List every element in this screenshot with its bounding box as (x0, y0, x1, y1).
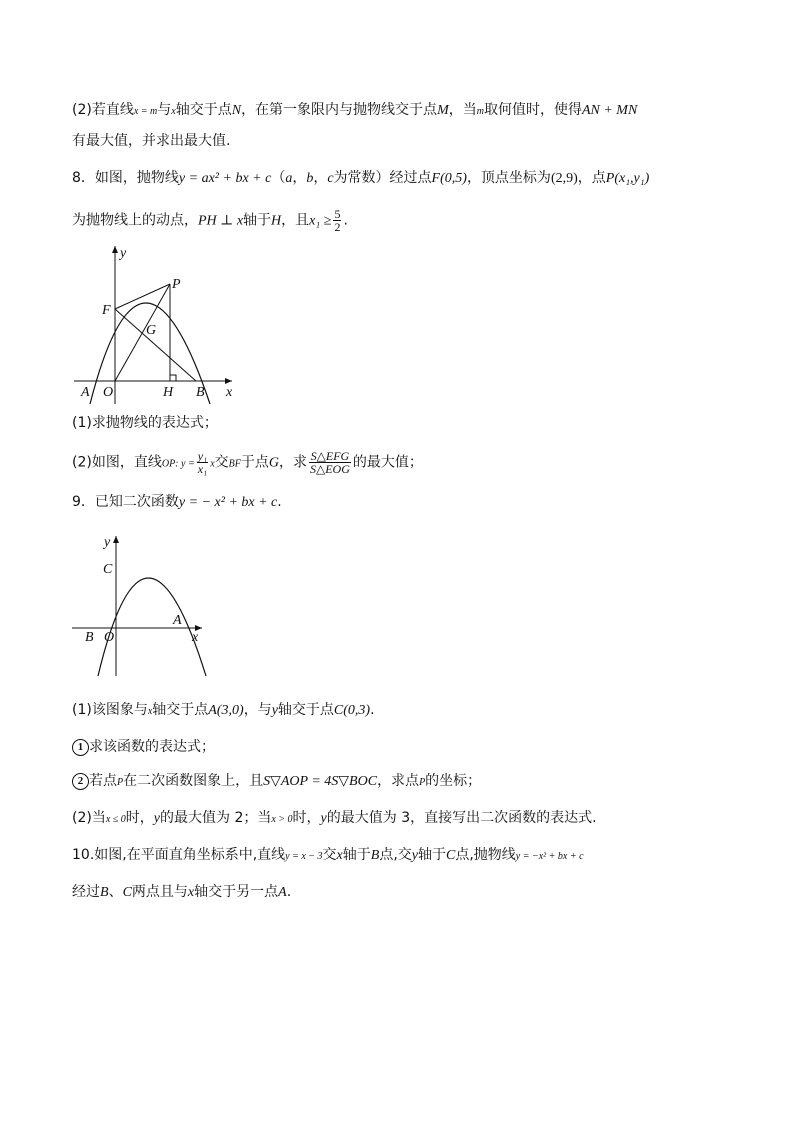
y-axis-arrow (113, 536, 119, 543)
q9-figure (72, 532, 212, 678)
text: ，与 (243, 702, 272, 718)
q8-line2 (72, 208, 348, 233)
q7-part2-line2: 有最大值，并求出最大值. (72, 133, 231, 149)
math-point-C: C (446, 848, 456, 863)
text: 轴于 (342, 847, 371, 863)
text: 9．已知二次函数 (72, 494, 179, 510)
math-x: x (171, 106, 176, 117)
fraction-y1-over-x1 (197, 450, 209, 475)
math-x: x (336, 848, 343, 863)
math-point-A: A(3,0) (208, 703, 244, 718)
segment-FB (115, 309, 196, 381)
math-x-leq-0: x ≤ 0 (105, 814, 126, 825)
fraction-five-halves (333, 208, 341, 233)
text: 轴交于点 (152, 702, 209, 718)
math-vertex: (2,9) (550, 171, 578, 186)
math-point-C: C (122, 885, 132, 900)
right-angle-mark (170, 375, 176, 381)
text: . (286, 884, 292, 900)
math-point-P: P (419, 777, 426, 788)
q10-line2 (72, 882, 291, 903)
math-point-B: B (100, 885, 109, 900)
text: . (277, 494, 282, 510)
text: ，求 (279, 454, 307, 471)
text: . (343, 212, 348, 229)
text: (2)若直线 (72, 102, 134, 118)
math-x: x (147, 706, 153, 717)
math-point-F: F(0,5) (431, 171, 467, 186)
text: 若点 (89, 773, 117, 789)
label-O: O (103, 385, 114, 400)
text: 点,交 (379, 847, 412, 863)
math-x1-geq: x₁ ≥ (309, 213, 332, 229)
text: 取何值时，使得 (483, 102, 582, 118)
math-point-P: P(x₁,y₁) (605, 171, 650, 186)
q8-part2 (72, 450, 423, 475)
math-x: x (210, 458, 215, 470)
text: 为抛物线上的动点， (72, 212, 198, 229)
text: （ (271, 170, 286, 186)
text: 10.如图,在平面直角坐标系中,直线 (72, 847, 286, 863)
text: (2)当 (72, 810, 106, 826)
math-point-C: C(0,3) (333, 703, 371, 718)
text: 的最大值为 3，直接写出二次函数的表达式. (326, 810, 597, 826)
label-P: P (172, 277, 181, 292)
math-y: y (153, 811, 160, 826)
text: 于点 (240, 454, 269, 471)
text: 、 (108, 884, 123, 900)
label-O: O (104, 630, 115, 645)
label-A: A (173, 613, 182, 628)
text: ， (292, 170, 307, 186)
math-BF: BF (228, 458, 241, 470)
label-G: G (146, 323, 157, 338)
text: 时， (125, 810, 154, 826)
text: 在二次函数图象上，且 (123, 773, 264, 789)
fraction-denominator: 2 (334, 220, 341, 234)
fraction-numerator: y₁ (197, 449, 208, 463)
label-y: y (120, 246, 127, 261)
math-a: a (285, 171, 293, 186)
q9-part1 (72, 700, 375, 722)
text: 轴于 (243, 212, 272, 229)
text: 的坐标； (425, 773, 482, 789)
math-AN-plus-MN: AN + MN (581, 103, 638, 118)
label-y: y (104, 535, 111, 550)
text: (1)该图象与 (72, 702, 148, 718)
fraction-area-ratio (309, 450, 351, 475)
text: . (370, 702, 375, 718)
label-F: F (102, 303, 111, 318)
q9-line1 (72, 492, 282, 513)
q10-line1 (72, 845, 584, 867)
q8-part1: (1)求抛物线的表达式； (72, 415, 218, 431)
text: 交 (322, 847, 337, 863)
text: ，求点 (377, 773, 420, 789)
text: 时， (292, 810, 321, 826)
math-line-OP: OP: y = (161, 458, 195, 470)
circled-number-2: 2 (72, 773, 89, 790)
math-parabola: y = ax² + bx + c (178, 171, 272, 186)
text: 经过 (72, 884, 100, 900)
math-y: y (320, 811, 327, 826)
text: ，在第一象限内与抛物线交于点 (241, 102, 438, 118)
math-m: m (476, 106, 484, 117)
text: ，当 (448, 102, 477, 118)
math-b: b (306, 171, 314, 186)
circled-number-1: 1 (72, 739, 89, 756)
text: 8．如图，抛物线 (72, 170, 179, 186)
math-x-gt-0: x > 0 (271, 814, 293, 825)
math-point-G: G (268, 455, 279, 471)
segment-OP (115, 284, 170, 381)
math-point-N: N (231, 103, 242, 118)
label-x: x (192, 630, 199, 645)
math-parabola: y = −x² + bx + c (515, 851, 584, 862)
q9-part2 (72, 808, 597, 830)
parabola-curve (98, 578, 206, 676)
text: ，点 (577, 170, 606, 186)
text: 的最大值为 2；当 (160, 810, 272, 826)
math-point-H: H (271, 213, 282, 229)
math-quadratic: y = − x² + bx + c (178, 495, 278, 510)
text: 轴交于点 (277, 702, 334, 718)
text: ，顶点坐标为 (466, 170, 551, 186)
fraction-numerator: 5 (334, 207, 341, 221)
label-A: A (81, 385, 90, 400)
text: ，且 (281, 212, 310, 229)
math-PH-perp-x: PH ⊥ x (198, 213, 244, 229)
fraction-numerator: S△EFG (310, 449, 350, 463)
label-H: H (163, 385, 174, 400)
label-C: C (103, 562, 113, 577)
segment-FP (115, 284, 170, 309)
text: (2)如图，直线 (72, 454, 162, 471)
text: 与 (157, 102, 172, 118)
text: 交 (214, 454, 229, 471)
math-point-P: P (117, 777, 124, 788)
text: 的最大值； (352, 454, 423, 471)
math-area-equation: S▽AOP = 4S▽BOC (263, 774, 378, 789)
label-B: B (196, 385, 205, 400)
text: 点,抛物线 (455, 847, 516, 863)
q8-line1 (72, 168, 649, 189)
q9-sub1 (72, 737, 215, 757)
text: 轴于 (418, 847, 446, 863)
label-B: B (85, 630, 94, 645)
q8-figure (72, 244, 242, 406)
math-point-M: M (437, 103, 449, 118)
math-y: y (411, 848, 418, 863)
text: 两点且与 (131, 884, 188, 900)
math-c: c (327, 171, 334, 186)
q7-part2-line1 (72, 100, 637, 122)
y-axis-arrow (112, 246, 118, 253)
label-x: x (226, 385, 233, 400)
fraction-denominator: x₁ (197, 462, 208, 476)
math-line: y = x − 3 (285, 851, 323, 862)
fraction-denominator: S△EOG (310, 462, 350, 476)
text: 轴交于点 (175, 102, 232, 118)
text: ， (313, 170, 328, 186)
math-x-equals-m: x = m (133, 106, 158, 117)
x-axis-arrow (225, 378, 232, 384)
text: 轴交于另一点 (194, 884, 279, 900)
math-y: y (271, 703, 278, 718)
math-point-B: B (370, 848, 380, 863)
math-point-A: A (278, 885, 287, 900)
text: 为常数）经过点 (333, 170, 432, 186)
text: 求该函数的表达式； (89, 739, 215, 755)
math-x: x (187, 885, 195, 900)
q9-sub2 (72, 771, 481, 793)
